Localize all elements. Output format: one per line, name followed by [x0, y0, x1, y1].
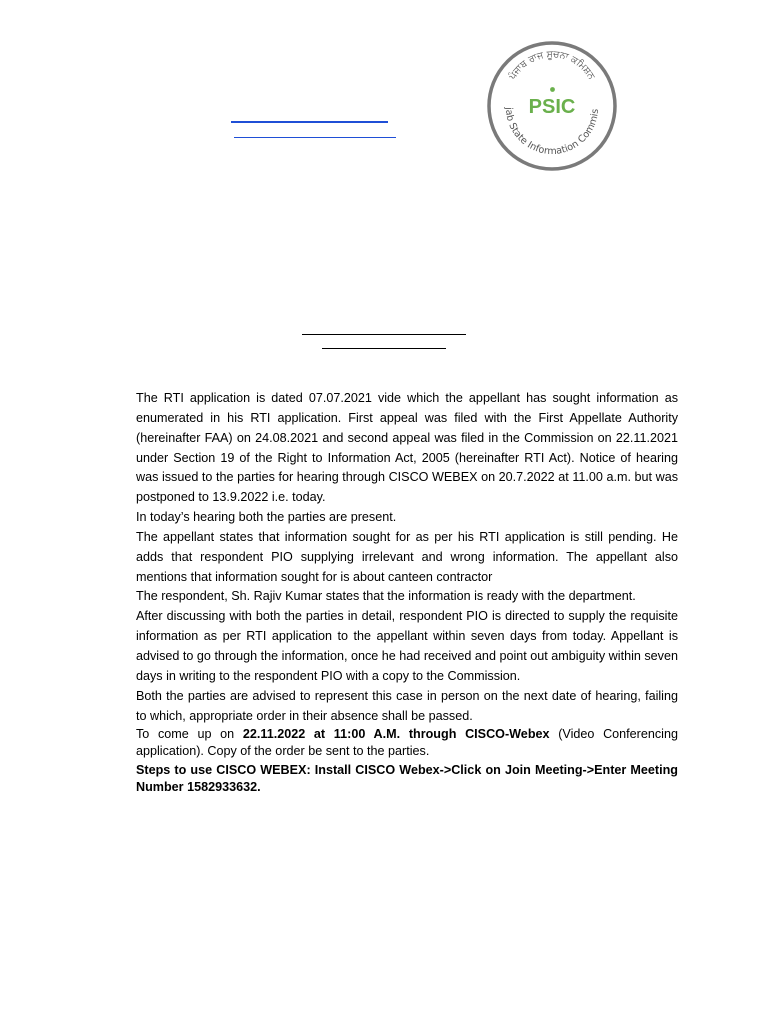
psic-seal [484, 38, 620, 174]
paragraph-respondent-statement: The respondent, Sh. Rajiv Kumar states that the information is ready with the department. [136, 589, 636, 604]
seal-gurmukhi-text: ਪੰਜਾਬ ਰਾਜ ਸੂਚਨਾ ਕਮਿਸ਼ਨ [507, 48, 597, 82]
paragraph-appellant-statement: The appellant states that information sought for as per his RTI application is still pending. He adds that respondent PIO supplying irrelevant and wrong information. The appellant also mentions that information sought for is about canteen contractor [136, 529, 678, 584]
order-body [136, 389, 678, 795]
paragraph-case-history: The RTI application is dated 07.07.2021 vide which the appellant has sought information as enumerated in his RTI application. First appeal was filed with the First Appellate Authority (hereinafter FAA) on 24.08.2021 and second appeal was filed in the Commission on 22.11.2021 under Section 19 of the Right to Information Act, 2005 (hereinafter RTI Act). Notice of hearing was issued to the parties for hearing through CISCO WEBEX on 20.7.2022 at 11.00 a.m. but was postponed to 13.9.2022 i.e. today. [136, 391, 678, 505]
redacted-email-underline [231, 121, 388, 123]
psic-seal-graphic [484, 38, 620, 174]
next-hearing-suffix: (Video Conferencing application). Copy of the order be sent to the parties. [136, 727, 678, 758]
paragraph-attendance: In today’s hearing both the parties are present. [136, 510, 397, 525]
next-hearing-date: 22.11.2022 at 11:00 A.M. through CISCO-Webex [242, 727, 550, 742]
paragraph-webex-steps: Steps to use CISCO WEBEX: Install CISCO Webex->Click on Join Meeting->Enter Meeting Number 1582933632. [136, 763, 678, 794]
psic-logo-text: PSIC [528, 96, 576, 118]
paragraph-direction: After discussing with both the parties in detail, respondent PIO is directed to supply the requisite information as per RTI application to the appellant within seven days from today. Appellant is advised to go through the information, once he had received and point out ambiguity within seven days in writing to the respondent PIO with a copy to the Commission. [136, 609, 678, 683]
paragraph-advice: Both the parties are advised to represent this case in person on the next date of hearing, failing to which, appropriate order in their absence shall be passed. [136, 688, 678, 723]
redacted-subtitle-underline [322, 348, 446, 349]
redacted-title-underline [302, 334, 466, 335]
paragraph-next-hearing [136, 726, 678, 759]
redacted-link-underline [234, 137, 396, 138]
psic-logo-dot [550, 87, 555, 92]
seal-ring-text: jab State Information Commis [502, 107, 602, 158]
next-hearing-prefix: To come up on [136, 727, 243, 742]
